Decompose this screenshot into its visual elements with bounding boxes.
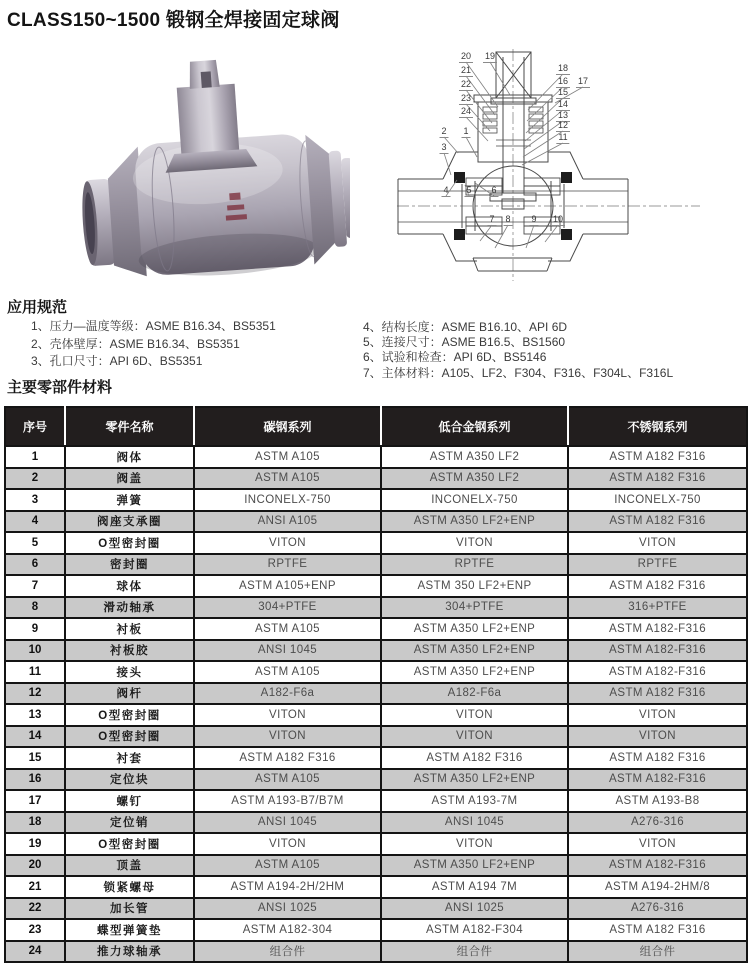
- cell-serial: 2: [5, 468, 65, 490]
- cell-part-name: 加长管: [65, 898, 194, 920]
- cell-stainless-steel: RPTFE: [568, 554, 747, 576]
- cell-carbon-steel: ASTM A105: [194, 468, 381, 490]
- spec-item: 2、壳体壁厚：ASME B16.34、BS5351: [31, 336, 240, 351]
- cell-low-alloy-steel: ASTM A350 LF2+ENP: [381, 769, 568, 791]
- cell-part-name: O型密封圈: [65, 532, 194, 554]
- cell-stainless-steel: ASTM A182 F316: [568, 747, 747, 769]
- cell-part-name: 阀座支承圈: [65, 511, 194, 533]
- cell-serial: 17: [5, 790, 65, 812]
- drawing-callout-label: 15: [557, 87, 569, 97]
- cell-stainless-steel: ASTM A182-F316: [568, 640, 747, 662]
- drawing-callout-label: 14: [557, 99, 569, 109]
- cell-carbon-steel: ASTM A182-304: [194, 919, 381, 941]
- cell-carbon-steel: ANSI A105: [194, 511, 381, 533]
- cell-serial: 19: [5, 833, 65, 855]
- table-row: [5, 554, 747, 576]
- cell-carbon-steel: ASTM A105: [194, 446, 381, 468]
- spec-list-right: [363, 320, 748, 381]
- cell-carbon-steel: ASTM A105: [194, 618, 381, 640]
- cell-serial: 20: [5, 855, 65, 877]
- cell-part-name: 衬板胶: [65, 640, 194, 662]
- cell-serial: 18: [5, 812, 65, 834]
- cell-low-alloy-steel: 组合件: [381, 941, 568, 963]
- cell-part-name: O型密封圈: [65, 726, 194, 748]
- cell-low-alloy-steel: 304+PTFE: [381, 597, 568, 619]
- cell-low-alloy-steel: VITON: [381, 833, 568, 855]
- table-row: [5, 747, 747, 769]
- table-row: [5, 532, 747, 554]
- drawing-callout-label: 12: [557, 120, 569, 130]
- drawing-callout-label: 13: [557, 110, 569, 120]
- cell-part-name: 锁紧螺母: [65, 876, 194, 898]
- cell-low-alloy-steel: VITON: [381, 704, 568, 726]
- cell-serial: 22: [5, 898, 65, 920]
- table-row: [5, 898, 747, 920]
- cell-low-alloy-steel: VITON: [381, 726, 568, 748]
- drawing-callout-label: 21: [460, 65, 472, 75]
- cell-carbon-steel: ASTM A194-2H/2HM: [194, 876, 381, 898]
- cell-part-name: 球体: [65, 575, 194, 597]
- cell-part-name: 顶盖: [65, 855, 194, 877]
- drawing-callout-label: 24: [460, 106, 472, 116]
- table-row: [5, 575, 747, 597]
- cell-part-name: O型密封圈: [65, 704, 194, 726]
- cell-stainless-steel: ASTM A182 F316: [568, 511, 747, 533]
- drawing-callout-label: 10: [552, 214, 564, 224]
- cell-carbon-steel: 组合件: [194, 941, 381, 963]
- cell-serial: 3: [5, 489, 65, 511]
- table-row: [5, 446, 747, 468]
- drawing-callout-label: 7: [489, 214, 495, 224]
- cell-part-name: 螺钉: [65, 790, 194, 812]
- table-row: [5, 640, 747, 662]
- cell-stainless-steel: VITON: [568, 726, 747, 748]
- table-row: [5, 489, 747, 511]
- cell-serial: 1: [5, 446, 65, 468]
- drawing-callout-label: 1: [463, 126, 469, 136]
- table-row: [5, 941, 747, 963]
- cell-stainless-steel: 组合件: [568, 941, 747, 963]
- drawing-callout-label: 18: [557, 63, 569, 73]
- cell-low-alloy-steel: ASTM A350 LF2+ENP: [381, 855, 568, 877]
- spec-item: 4、结构长度：ASME B16.10、API 6D: [363, 320, 568, 334]
- drawing-callout-label: 19: [484, 51, 496, 61]
- drawing-callout-label: 6: [491, 185, 497, 195]
- cell-low-alloy-steel: ASTM A193-7M: [381, 790, 568, 812]
- column-header: 不锈钢系列: [568, 407, 747, 446]
- column-header: 低合金钢系列: [381, 407, 568, 446]
- cell-carbon-steel: RPTFE: [194, 554, 381, 576]
- cell-stainless-steel: INCONELX-750: [568, 489, 747, 511]
- cell-serial: 5: [5, 532, 65, 554]
- cell-stainless-steel: A276-316: [568, 812, 747, 834]
- spec-item: 3、孔口尺寸：API 6D、BS5351: [31, 354, 203, 368]
- cell-low-alloy-steel: ASTM A182-F304: [381, 919, 568, 941]
- cell-stainless-steel: VITON: [568, 532, 747, 554]
- spec-item: 7、主体材料：A105、LF2、F304、F316、F304L、F316L: [363, 365, 674, 380]
- cell-low-alloy-steel: ASTM A350 LF2+ENP: [381, 618, 568, 640]
- cell-stainless-steel: ASTM A182 F316: [568, 683, 747, 705]
- cell-serial: 16: [5, 769, 65, 791]
- materials-table-header: [5, 407, 747, 446]
- cell-serial: 6: [5, 554, 65, 576]
- drawing-callout-label: 5: [466, 185, 472, 195]
- cell-low-alloy-steel: ASTM A350 LF2+ENP: [381, 661, 568, 683]
- cell-low-alloy-steel: ASTM A194 7M: [381, 876, 568, 898]
- table-row: [5, 704, 747, 726]
- cell-stainless-steel: ASTM A182-F316: [568, 769, 747, 791]
- cell-carbon-steel: A182-F6a: [194, 683, 381, 705]
- cell-carbon-steel: ANSI 1045: [194, 812, 381, 834]
- cell-low-alloy-steel: ANSI 1045: [381, 812, 568, 834]
- cell-low-alloy-steel: ASTM A350 LF2: [381, 468, 568, 490]
- cell-stainless-steel: ASTM A182 F316: [568, 919, 747, 941]
- table-row: [5, 597, 747, 619]
- cell-serial: 8: [5, 597, 65, 619]
- cell-carbon-steel: ANSI 1045: [194, 640, 381, 662]
- table-row: [5, 618, 747, 640]
- drawing-callout-label: 11: [558, 132, 568, 142]
- cell-low-alloy-steel: INCONELX-750: [381, 489, 568, 511]
- cell-stainless-steel: ASTM A182-F316: [568, 855, 747, 877]
- table-row: [5, 661, 747, 683]
- table-row: [5, 855, 747, 877]
- cell-stainless-steel: ASTM A182 F316: [568, 446, 747, 468]
- cell-part-name: 衬板: [65, 618, 194, 640]
- cell-serial: 15: [5, 747, 65, 769]
- cell-part-name: 推力球轴承: [65, 941, 194, 963]
- cell-carbon-steel: ASTM A182 F316: [194, 747, 381, 769]
- cell-serial: 9: [5, 618, 65, 640]
- cell-carbon-steel: ASTM A105+ENP: [194, 575, 381, 597]
- cell-serial: 24: [5, 941, 65, 963]
- drawing-callout-label: 2: [441, 126, 447, 136]
- cell-carbon-steel: VITON: [194, 833, 381, 855]
- cell-part-name: O型密封圈: [65, 833, 194, 855]
- cell-carbon-steel: ASTM A105: [194, 769, 381, 791]
- cell-serial: 13: [5, 704, 65, 726]
- table-row: [5, 468, 747, 490]
- cell-stainless-steel: ASTM A182-F316: [568, 618, 747, 640]
- table-row: [5, 769, 747, 791]
- cell-stainless-steel: VITON: [568, 833, 747, 855]
- cell-stainless-steel: 316+PTFE: [568, 597, 747, 619]
- drawing-callout-label: 8: [505, 214, 511, 224]
- cell-carbon-steel: VITON: [194, 532, 381, 554]
- cell-serial: 4: [5, 511, 65, 533]
- application-specs-heading: 应用规范: [7, 299, 68, 316]
- valve-body-group: [72, 50, 350, 285]
- sectional-drawing: [395, 45, 705, 285]
- table-row: [5, 511, 747, 533]
- table-row: [5, 919, 747, 941]
- column-header: 碳钢系列: [194, 407, 381, 446]
- cell-serial: 14: [5, 726, 65, 748]
- cell-low-alloy-steel: ASTM A350 LF2: [381, 446, 568, 468]
- spec-item: 5、连接尺寸：ASME B16.5、BS1560: [363, 335, 566, 350]
- drawing-callout-label: 20: [460, 51, 472, 61]
- column-header: 序号: [5, 407, 65, 446]
- materials-table: [4, 406, 748, 963]
- cell-part-name: 弹簧: [65, 489, 194, 511]
- product-photo: [60, 45, 350, 285]
- cell-stainless-steel: ASTM A182 F316: [568, 468, 747, 490]
- cell-part-name: 阀体: [65, 446, 194, 468]
- cell-serial: 12: [5, 683, 65, 705]
- cell-stainless-steel: ASTM A194-2HM/8: [568, 876, 747, 898]
- cell-low-alloy-steel: VITON: [381, 532, 568, 554]
- cell-low-alloy-steel: ASTM A350 LF2+ENP: [381, 640, 568, 662]
- cell-stainless-steel: ASTM A193-B8: [568, 790, 747, 812]
- cell-serial: 23: [5, 919, 65, 941]
- cell-carbon-steel: ANSI 1025: [194, 898, 381, 920]
- drawing-callout-label: 22: [460, 79, 472, 89]
- cell-low-alloy-steel: ANSI 1025: [381, 898, 568, 920]
- cell-low-alloy-steel: ASTM A350 LF2+ENP: [381, 511, 568, 533]
- cell-carbon-steel: VITON: [194, 704, 381, 726]
- cell-part-name: 阀杆: [65, 683, 194, 705]
- cell-carbon-steel: 304+PTFE: [194, 597, 381, 619]
- cell-serial: 21: [5, 876, 65, 898]
- stem-slot: [201, 71, 212, 88]
- cell-low-alloy-steel: RPTFE: [381, 554, 568, 576]
- table-row: [5, 726, 747, 748]
- cell-low-alloy-steel: ASTM 350 LF2+ENP: [381, 575, 568, 597]
- cell-part-name: 定位块: [65, 769, 194, 791]
- cell-stainless-steel: ASTM A182 F316: [568, 575, 747, 597]
- cell-part-name: 阀盖: [65, 468, 194, 490]
- cell-part-name: 密封圈: [65, 554, 194, 576]
- cell-part-name: 接头: [65, 661, 194, 683]
- table-row: [5, 812, 747, 834]
- table-row: [5, 876, 747, 898]
- valve-cross-section-image: [395, 45, 705, 285]
- drawing-callout-label: 4: [443, 185, 449, 195]
- cell-carbon-steel: ASTM A193-B7/B7M: [194, 790, 381, 812]
- cell-part-name: 蝶型弹簧垫: [65, 919, 194, 941]
- table-row: [5, 683, 747, 705]
- column-header: 零件名称: [65, 407, 194, 446]
- drawing-callout-label: 23: [460, 93, 472, 103]
- drawing-callout-label: 17: [577, 76, 589, 86]
- spec-item: 1、压力—温度等级：ASME B16.34、BS5351: [31, 319, 276, 333]
- cell-carbon-steel: INCONELX-750: [194, 489, 381, 511]
- materials-heading: 主要零部件材料: [7, 379, 113, 396]
- cell-low-alloy-steel: ASTM A182 F316: [381, 747, 568, 769]
- cell-stainless-steel: ASTM A182-F316: [568, 661, 747, 683]
- spec-list-left: [31, 318, 361, 371]
- cell-low-alloy-steel: A182-F6a: [381, 683, 568, 705]
- cell-serial: 10: [5, 640, 65, 662]
- cell-part-name: 衬套: [65, 747, 194, 769]
- cell-serial: 11: [5, 661, 65, 683]
- cell-stainless-steel: VITON: [568, 704, 747, 726]
- cell-carbon-steel: VITON: [194, 726, 381, 748]
- ball-valve-photo-image: [60, 45, 350, 285]
- cell-stainless-steel: A276-316: [568, 898, 747, 920]
- cell-serial: 7: [5, 575, 65, 597]
- table-row: [5, 833, 747, 855]
- cell-part-name: 滑动轴承: [65, 597, 194, 619]
- drawing-callout-label: 3: [441, 142, 447, 152]
- spec-item: 6、试验和检查：API 6D、BS5146: [363, 350, 547, 365]
- drawing-callout-label: 9: [531, 214, 537, 224]
- page-title: CLASS150~1500 锻钢全焊接固定球阀: [7, 10, 340, 31]
- cell-part-name: 定位销: [65, 812, 194, 834]
- drawing-callout-label: 16: [557, 76, 569, 86]
- cell-carbon-steel: ASTM A105: [194, 855, 381, 877]
- cell-carbon-steel: ASTM A105: [194, 661, 381, 683]
- table-row: [5, 790, 747, 812]
